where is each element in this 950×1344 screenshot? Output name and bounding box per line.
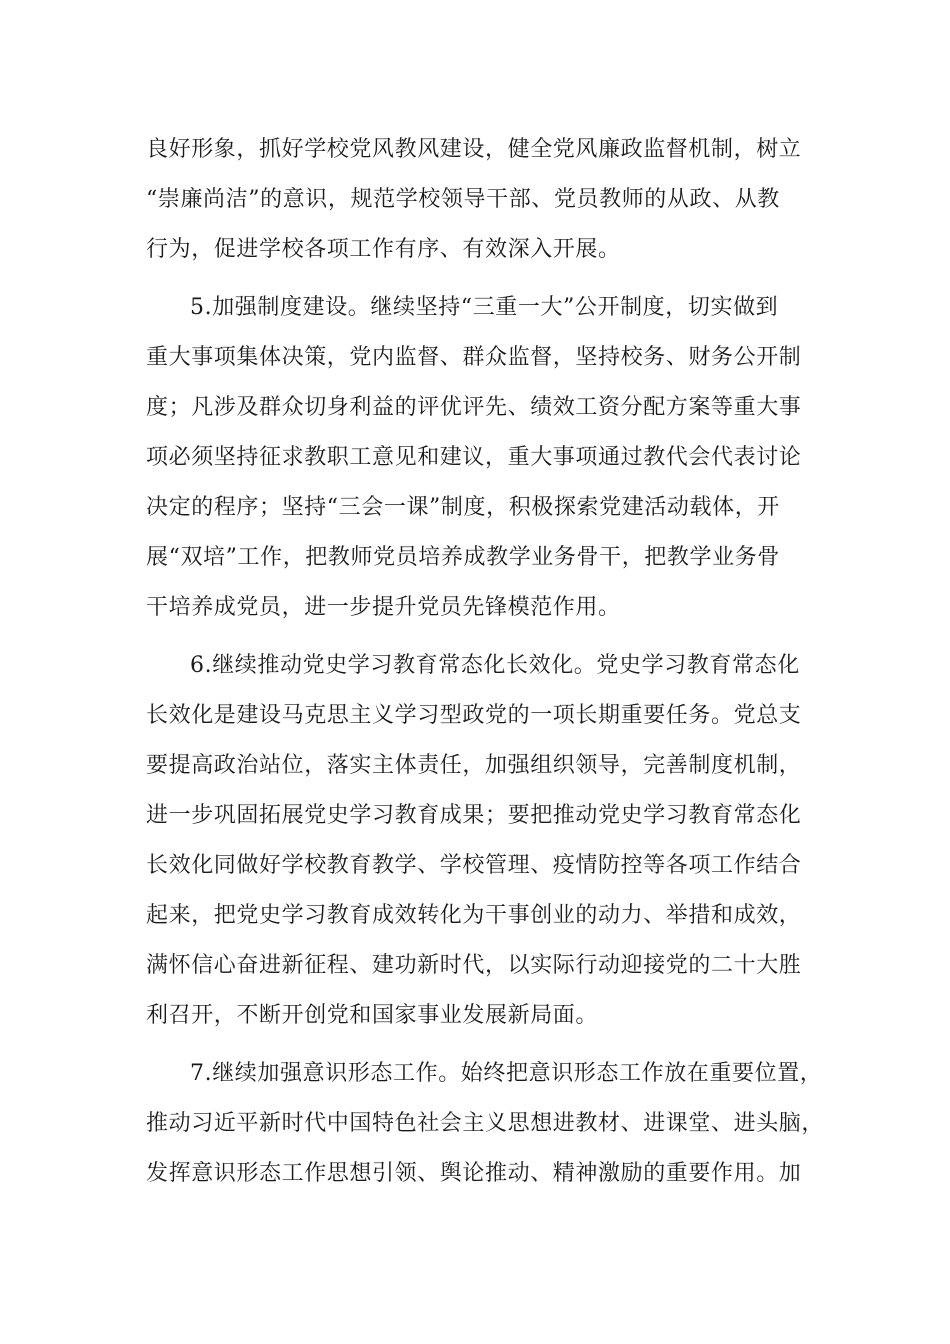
item-6-line-2: 长效化是建设马克思主义学习型政党的一项长期重要任务。党总支 <box>146 703 802 728</box>
item-6-line-1: 6.继续推动党史学习教育常态化长效化。党史学习教育常态化 <box>190 653 800 678</box>
item-5-line-7: 干培养成党员，进一步提升党员先锋模范作用。 <box>146 595 621 620</box>
item-5-line-3: 度；凡涉及群众切身利益的评优评先、绩效工资分配方案等重大事 <box>146 395 802 420</box>
item-7-line-1: 7.继续加强意识形态工作。始终把意识形态工作放在重要位置， <box>190 1061 823 1086</box>
item-6-line-4: 进一步巩固拓展党史学习教育成果；要把推动党史学习教育常态化 <box>146 803 802 828</box>
item-5-line-1: 5.加强制度建设。继续坚持“三重一大”公开制度，切实做到 <box>190 295 779 320</box>
item-6-line-5: 长效化同做好学校教育教学、学校管理、疫情防控等各项工作结合 <box>146 853 802 878</box>
continuation-line-2: “崇廉尚洁”的意识，规范学校领导干部、党员教师的从政、从教 <box>146 187 780 212</box>
continuation-line-1: 良好形象，抓好学校党风教风建设，健全党风廉政监督机制，树立 <box>146 137 802 162</box>
item-6-line-7: 满怀信心奋进新征程、建功新时代，以实际行动迎接党的二十大胜 <box>146 953 802 978</box>
item-7-line-3: 发挥意识形态工作思想引领、舆论推动、精神激励的重要作用。加 <box>146 1161 802 1186</box>
item-7-line-2: 推动习近平新时代中国特色社会主义思想进教材、进课堂、进头脑， <box>146 1111 825 1136</box>
item-5-line-6: 展“双培”工作，把教师党员培养成教学业务骨干，把教学业务骨 <box>146 545 780 570</box>
item-5-line-2: 重大事项集体决策，党内监督、群众监督，坚持校务、财务公开制 <box>146 345 802 370</box>
item-6-line-3: 要提高政治站位，落实主体责任，加强组织领导，完善制度机制， <box>146 753 802 778</box>
item-6-line-6: 起来，把党史学习教育成效转化为干事创业的动力、举措和成效， <box>146 903 802 928</box>
item-6-line-8: 利召开，不断开创党和国家事业发展新局面。 <box>146 1003 599 1028</box>
item-5-line-5: 决定的程序；坚持“三会一课”制度，积极探索党建活动载体，开 <box>146 495 780 520</box>
item-5-line-4: 项必须坚持征求教职工意见和建议，重大事项通过教代会代表讨论 <box>146 445 802 470</box>
continuation-line-3: 行为，促进学校各项工作有序、有效深入开展。 <box>146 237 621 262</box>
